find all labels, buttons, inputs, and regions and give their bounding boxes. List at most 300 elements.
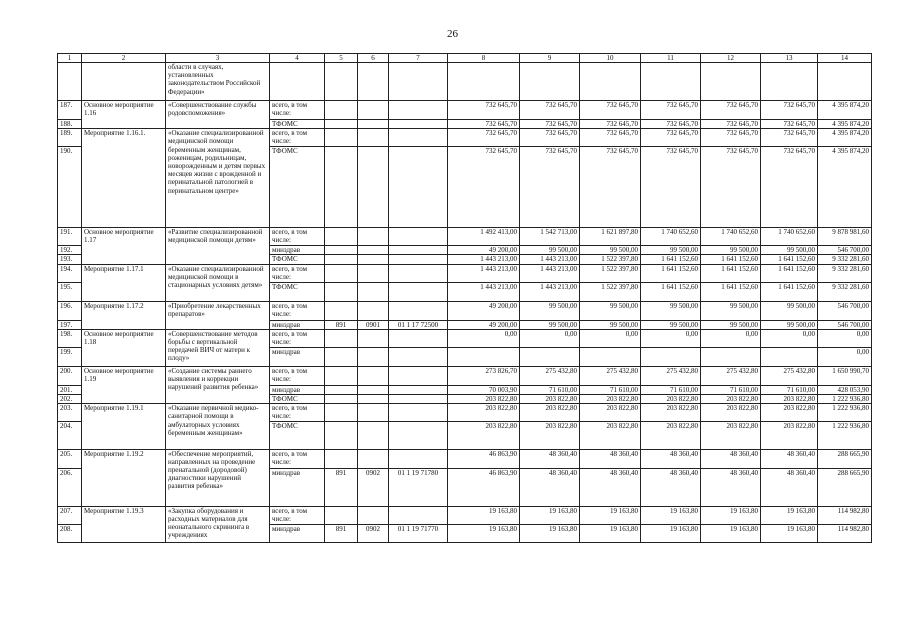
table-cell: 198. xyxy=(58,329,82,347)
table-cell: 1 641 152,60 xyxy=(701,282,761,301)
table-cell: 732 645,70 xyxy=(641,101,701,120)
table-cell: 203 822,80 xyxy=(520,395,580,404)
table-cell xyxy=(82,63,166,101)
table-cell: 203 822,80 xyxy=(641,404,701,421)
table-cell: 891 xyxy=(325,320,358,329)
table-cell: 1 443 213,00 xyxy=(448,264,520,282)
table-cell: 0,00 xyxy=(818,347,872,366)
table-cell xyxy=(358,347,389,366)
table-cell: ТФОМС xyxy=(270,147,325,228)
table-cell: 288 665,90 xyxy=(818,449,872,468)
table-cell: 1 641 152,60 xyxy=(641,255,701,264)
table-cell: 1 443 213,00 xyxy=(520,264,580,282)
table-cell: 99 500,00 xyxy=(641,320,701,329)
table-cell: 48 360,40 xyxy=(641,468,701,506)
table-row xyxy=(58,449,872,468)
table-cell: 205. xyxy=(58,449,82,468)
table-cell xyxy=(325,63,358,101)
table-cell: 4 395 874,20 xyxy=(818,101,872,120)
table-cell: 732 645,70 xyxy=(701,120,761,129)
table-cell: 732 645,70 xyxy=(641,147,701,228)
table-cell: 1 522 397,80 xyxy=(580,255,641,264)
table-cell: 19 163,80 xyxy=(701,524,761,542)
table-cell: 192. xyxy=(58,246,82,255)
table-cell xyxy=(358,129,389,147)
table-cell: 203 822,80 xyxy=(761,395,818,404)
table-cell: всего, в том числе: xyxy=(270,366,325,385)
table-cell: «Приобретение лекарственных препаратов» xyxy=(166,301,270,329)
table-cell: 188. xyxy=(58,120,82,129)
table-cell: 200. xyxy=(58,366,82,385)
table-cell xyxy=(389,421,448,449)
table-cell: области в случаях, установленных законодательством Российской Федерации» xyxy=(166,63,270,101)
table-cell: 49 200,00 xyxy=(448,301,520,320)
table-cell: минздрав xyxy=(270,468,325,506)
column-header: 9 xyxy=(520,54,580,63)
column-header: 14 xyxy=(818,54,872,63)
table-cell xyxy=(389,404,448,421)
table-cell xyxy=(325,404,358,421)
table-cell: ТФОМС xyxy=(270,395,325,404)
table-cell: 19 163,80 xyxy=(761,506,818,524)
table-cell: 203 822,80 xyxy=(641,395,701,404)
table-cell: 0,00 xyxy=(641,329,701,347)
table-cell: 275 432,80 xyxy=(641,366,701,385)
table-row xyxy=(58,301,872,320)
table-cell: «Оказание первичной медико-санитарной помощи в амбулаторных условиях беременным женщинам» xyxy=(166,404,270,449)
table-cell xyxy=(325,228,358,246)
table-cell xyxy=(389,347,448,366)
table-cell: всего, в том числе: xyxy=(270,264,325,282)
table-cell: 01 1 19 71770 xyxy=(389,524,448,542)
table-cell: 99 500,00 xyxy=(641,246,701,255)
table-cell: 1 641 152,60 xyxy=(701,255,761,264)
table-cell: 199. xyxy=(58,347,82,366)
table-cell: 99 500,00 xyxy=(761,301,818,320)
table-cell xyxy=(358,101,389,120)
table-cell: 1 222 936,80 xyxy=(818,421,872,449)
table-cell xyxy=(641,347,701,366)
table-cell: 1 443 213,00 xyxy=(520,282,580,301)
table-cell: 732 645,70 xyxy=(448,120,520,129)
table-cell: 207. xyxy=(58,506,82,524)
table-cell: 732 645,70 xyxy=(448,147,520,228)
table-row xyxy=(58,228,872,246)
table-cell xyxy=(448,347,520,366)
table-cell: 0,00 xyxy=(580,329,641,347)
column-header: 13 xyxy=(761,54,818,63)
table-cell: 201. xyxy=(58,385,82,394)
column-header: 6 xyxy=(358,54,389,63)
table-cell: 114 982,80 xyxy=(818,506,872,524)
table-cell: «Обеспечение мероприятий, направленных на проведение пренатальной (дородовой) диагностики нарушений развития ребенка» xyxy=(166,449,270,506)
table-cell: 203 822,80 xyxy=(641,421,701,449)
table-cell: Мероприятие 1.17.2 xyxy=(82,301,166,329)
table-cell: 9 332 281,60 xyxy=(818,264,872,282)
table-cell xyxy=(389,101,448,120)
table-cell: 732 645,70 xyxy=(761,120,818,129)
table-cell: 71 610,00 xyxy=(520,385,580,394)
table-cell: 732 645,70 xyxy=(448,101,520,120)
table-cell xyxy=(58,63,82,101)
table-cell xyxy=(325,264,358,282)
table-cell xyxy=(358,264,389,282)
table-cell: «Создание системы раннего выявления и коррекции нарушений развития ребенка» xyxy=(166,366,270,403)
table-row xyxy=(58,129,872,147)
column-header: 8 xyxy=(448,54,520,63)
table-cell: Мероприятие 1.19.3 xyxy=(82,506,166,542)
table-cell xyxy=(325,347,358,366)
table-cell: 546 700,00 xyxy=(818,301,872,320)
table-cell: 19 163,80 xyxy=(520,506,580,524)
table-cell: Мероприятие 1.17.1 xyxy=(82,264,166,301)
table-cell: 732 645,70 xyxy=(641,120,701,129)
table-cell xyxy=(580,63,641,101)
table-cell: 01 1 19 71780 xyxy=(389,468,448,506)
table-cell: 19 163,80 xyxy=(520,524,580,542)
table-cell xyxy=(358,385,389,394)
table-cell: 01 1 17 72500 xyxy=(389,320,448,329)
table-cell: 732 645,70 xyxy=(448,129,520,147)
table-cell: 203. xyxy=(58,404,82,421)
table-cell: 732 645,70 xyxy=(641,129,701,147)
table-cell: 19 163,80 xyxy=(641,506,701,524)
table-cell: Основное мероприятие 1.18 xyxy=(82,329,166,366)
table-cell: 1 641 152,60 xyxy=(641,282,701,301)
table-cell xyxy=(389,506,448,524)
table-cell xyxy=(325,129,358,147)
table-cell: 194. xyxy=(58,264,82,282)
table-cell: Основное мероприятие 1.16 xyxy=(82,101,166,129)
table-cell: ТФОМС xyxy=(270,255,325,264)
column-header: 2 xyxy=(82,54,166,63)
table-cell: 1 443 213,00 xyxy=(448,282,520,301)
table-cell: 275 432,80 xyxy=(580,366,641,385)
table-cell: минздрав xyxy=(270,524,325,542)
table-cell xyxy=(389,255,448,264)
table-cell: 0,00 xyxy=(520,329,580,347)
table-cell: всего, в том числе: xyxy=(270,449,325,468)
table-cell: 732 645,70 xyxy=(520,147,580,228)
table-cell: 732 645,70 xyxy=(580,120,641,129)
table-cell xyxy=(358,120,389,129)
table-cell xyxy=(761,347,818,366)
table-cell: 48 360,40 xyxy=(701,449,761,468)
table-cell: всего, в том числе: xyxy=(270,404,325,421)
table-cell: 732 645,70 xyxy=(761,101,818,120)
table-cell: 187. xyxy=(58,101,82,120)
table-cell: 1 740 652,60 xyxy=(701,228,761,246)
table-cell xyxy=(358,301,389,320)
table-cell: 99 500,00 xyxy=(580,320,641,329)
table-cell: 99 500,00 xyxy=(641,301,701,320)
table-cell: 732 645,70 xyxy=(580,129,641,147)
table-cell: 1 222 936,80 xyxy=(818,404,872,421)
table-cell xyxy=(358,366,389,385)
table-cell: 9 332 281,60 xyxy=(818,282,872,301)
table-cell: 46 863,90 xyxy=(448,468,520,506)
table-cell: 275 432,80 xyxy=(520,366,580,385)
table-row xyxy=(58,329,872,347)
table-cell xyxy=(389,329,448,347)
table-cell xyxy=(325,246,358,255)
column-header: 7 xyxy=(389,54,448,63)
table-cell: 48 360,40 xyxy=(520,449,580,468)
table-row xyxy=(58,366,872,385)
table-cell: 203 822,80 xyxy=(580,421,641,449)
column-header: 12 xyxy=(701,54,761,63)
table-cell: 732 645,70 xyxy=(580,101,641,120)
column-header: 4 xyxy=(270,54,325,63)
column-header: 10 xyxy=(580,54,641,63)
table-cell xyxy=(358,404,389,421)
table-cell: ТФОМС xyxy=(270,282,325,301)
table-cell: 99 500,00 xyxy=(580,301,641,320)
table-cell xyxy=(325,421,358,449)
table-cell: 99 500,00 xyxy=(580,246,641,255)
table-cell xyxy=(325,385,358,394)
table-cell: 203 822,80 xyxy=(448,421,520,449)
table-cell: 1 492 413,00 xyxy=(448,228,520,246)
table-cell xyxy=(641,63,701,101)
table-cell: 48 360,40 xyxy=(761,468,818,506)
table-cell: 203 822,80 xyxy=(701,421,761,449)
table-cell: всего, в том числе: xyxy=(270,228,325,246)
table-cell: 99 500,00 xyxy=(701,301,761,320)
table-cell: 0902 xyxy=(358,468,389,506)
table-cell: 49 200,00 xyxy=(448,320,520,329)
table-cell xyxy=(358,329,389,347)
table-cell xyxy=(448,63,520,101)
table-cell: Мероприятие 1.19.2 xyxy=(82,449,166,506)
table-cell: 0,00 xyxy=(818,329,872,347)
table-cell: 732 645,70 xyxy=(580,147,641,228)
table-cell: ТФОМС xyxy=(270,421,325,449)
table-cell: всего, в том числе: xyxy=(270,129,325,147)
table-cell: Основное мероприятие 1.19 xyxy=(82,366,166,403)
table-cell: 206. xyxy=(58,468,82,506)
table-cell: «Оказание специализированной медицинской помощи в стационарных условиях детям» xyxy=(166,264,270,301)
table-cell xyxy=(325,449,358,468)
table-cell: 204. xyxy=(58,421,82,449)
table-cell xyxy=(520,63,580,101)
table-cell: 19 163,80 xyxy=(448,506,520,524)
table-cell: 732 645,70 xyxy=(520,120,580,129)
table-cell: 1 641 152,60 xyxy=(761,282,818,301)
table-cell xyxy=(389,366,448,385)
table-cell: 46 863,90 xyxy=(448,449,520,468)
table-cell: 70 003,90 xyxy=(448,385,520,394)
table-cell: 1 641 152,60 xyxy=(761,264,818,282)
table-cell: 48 360,40 xyxy=(761,449,818,468)
table-cell xyxy=(358,246,389,255)
table-cell: 1 443 213,00 xyxy=(448,255,520,264)
table-cell: 4 395 874,20 xyxy=(818,129,872,147)
table-cell: минздрав xyxy=(270,385,325,394)
table-cell xyxy=(389,395,448,404)
table-cell: 71 610,00 xyxy=(580,385,641,394)
table-cell: 732 645,70 xyxy=(520,129,580,147)
table-cell: 1 650 990,70 xyxy=(818,366,872,385)
table-cell: 428 053,90 xyxy=(818,385,872,394)
table-cell xyxy=(325,395,358,404)
table-cell xyxy=(761,63,818,101)
table-cell: 1 222 936,80 xyxy=(818,395,872,404)
table-cell: 99 500,00 xyxy=(701,246,761,255)
table-cell: «Развитие специализированной медицинской помощи детям» xyxy=(166,228,270,264)
table-cell: ТФОМС xyxy=(270,120,325,129)
table-cell: 48 360,40 xyxy=(641,449,701,468)
table-cell: 275 432,80 xyxy=(701,366,761,385)
table-cell xyxy=(389,264,448,282)
table-cell xyxy=(389,228,448,246)
table-cell: 203 822,80 xyxy=(701,395,761,404)
table-cell xyxy=(389,120,448,129)
table-cell xyxy=(520,347,580,366)
table-cell: 19 163,80 xyxy=(580,524,641,542)
table-cell xyxy=(358,282,389,301)
table-row xyxy=(58,63,872,101)
table-cell: Мероприятие 1.16.1. xyxy=(82,129,166,228)
table-cell xyxy=(325,282,358,301)
table-cell: 99 500,00 xyxy=(761,320,818,329)
table-cell: 48 360,40 xyxy=(701,468,761,506)
table-cell: 99 500,00 xyxy=(761,246,818,255)
page-number: 26 xyxy=(447,28,458,40)
table-cell: 0,00 xyxy=(701,329,761,347)
column-header: 3 xyxy=(166,54,270,63)
table-row xyxy=(58,101,872,120)
table-cell: «Совершенствование службы родовспоможения» xyxy=(166,101,270,129)
table-cell: 1 641 152,60 xyxy=(641,264,701,282)
table-cell xyxy=(358,506,389,524)
column-header: 1 xyxy=(58,54,82,63)
table-cell: 202. xyxy=(58,395,82,404)
table-cell xyxy=(580,347,641,366)
table-cell xyxy=(701,347,761,366)
table-cell: 19 163,80 xyxy=(701,506,761,524)
table-cell: 732 645,70 xyxy=(761,147,818,228)
table-cell: 732 645,70 xyxy=(761,129,818,147)
table-cell: 1 621 897,80 xyxy=(580,228,641,246)
table-cell: всего, в том числе: xyxy=(270,101,325,120)
table-cell: 9 878 981,60 xyxy=(818,228,872,246)
table-cell: 288 665,90 xyxy=(818,468,872,506)
table-cell: 9 332 281,60 xyxy=(818,255,872,264)
table-cell xyxy=(325,506,358,524)
table-cell: 203 822,80 xyxy=(580,404,641,421)
table-cell: 99 500,00 xyxy=(701,320,761,329)
table-cell: 275 432,80 xyxy=(761,366,818,385)
table-cell: 195. xyxy=(58,282,82,301)
table-cell xyxy=(389,129,448,147)
table-cell xyxy=(325,101,358,120)
table-cell: 48 360,40 xyxy=(580,468,641,506)
table-cell xyxy=(358,147,389,228)
table-cell: 99 500,00 xyxy=(520,246,580,255)
table-cell: 1 641 152,60 xyxy=(701,264,761,282)
table-cell: 0901 xyxy=(358,320,389,329)
table-cell xyxy=(389,385,448,394)
table-cell xyxy=(358,228,389,246)
table-cell xyxy=(358,255,389,264)
table-cell: 1 522 397,80 xyxy=(580,282,641,301)
table-cell xyxy=(389,63,448,101)
table-cell: 1 522 397,80 xyxy=(580,264,641,282)
table-cell: 19 163,80 xyxy=(641,524,701,542)
table-cell: 203 822,80 xyxy=(761,421,818,449)
table-cell: 732 645,70 xyxy=(701,101,761,120)
table-cell: 4 395 874,20 xyxy=(818,147,872,228)
table-cell: 1 641 152,60 xyxy=(761,255,818,264)
table-cell: минздрав xyxy=(270,320,325,329)
table-cell: минздрав xyxy=(270,347,325,366)
table-cell: «Совершенствование методов борьбы с вертикальной передачей ВИЧ от матери к плоду» xyxy=(166,329,270,366)
table-cell xyxy=(358,395,389,404)
table-row xyxy=(58,506,872,524)
table-cell: 203 822,80 xyxy=(520,404,580,421)
table-cell xyxy=(325,329,358,347)
table-cell: 0902 xyxy=(358,524,389,542)
table-cell: Основное мероприятие 1.17 xyxy=(82,228,166,264)
column-header: 11 xyxy=(641,54,701,63)
table-cell: 19 163,80 xyxy=(761,524,818,542)
table-cell xyxy=(358,63,389,101)
table-cell: 891 xyxy=(325,468,358,506)
table-cell: 4 395 874,20 xyxy=(818,120,872,129)
budget-table xyxy=(57,53,872,543)
table-cell: 732 645,70 xyxy=(701,147,761,228)
table-cell: «Оказание специализированной медицинской помощи беременным женщинам, роженицам, родильницам, новорожденным и детям первых месяцев жизни с врожденной и перинатальной патологией в перинатальном центре» xyxy=(166,129,270,228)
table-cell: 273 826,70 xyxy=(448,366,520,385)
table-cell xyxy=(270,63,325,101)
table-cell: 203 822,80 xyxy=(448,395,520,404)
table-cell: 71 610,00 xyxy=(761,385,818,394)
table-cell: 732 645,70 xyxy=(701,129,761,147)
table-cell: 891 xyxy=(325,524,358,542)
table-cell: 0,00 xyxy=(448,329,520,347)
table-cell: всего, в том числе: xyxy=(270,506,325,524)
table-cell: 99 500,00 xyxy=(520,301,580,320)
table-cell: 71 610,00 xyxy=(701,385,761,394)
table-cell: 1 740 652,60 xyxy=(641,228,701,246)
table-cell: 19 163,80 xyxy=(580,506,641,524)
table-cell xyxy=(358,421,389,449)
table-cell: минздрав xyxy=(270,246,325,255)
table-cell xyxy=(325,366,358,385)
column-header: 5 xyxy=(325,54,358,63)
table-cell: 203 822,80 xyxy=(761,404,818,421)
table-cell: 48 360,40 xyxy=(520,468,580,506)
table-cell: 190. xyxy=(58,147,82,228)
table-cell xyxy=(818,63,872,101)
table-cell: «Закупка оборудования и расходных материалов для неонатального скрининга в учреждениях xyxy=(166,506,270,542)
table-cell: 193. xyxy=(58,255,82,264)
table-cell xyxy=(325,147,358,228)
table-cell: 0,00 xyxy=(761,329,818,347)
table-cell: Мероприятие 1.19.1 xyxy=(82,404,166,449)
table-cell xyxy=(389,282,448,301)
table-cell xyxy=(389,246,448,255)
table-cell: 71 610,00 xyxy=(641,385,701,394)
table-cell: 191. xyxy=(58,228,82,246)
table-cell: 99 500,00 xyxy=(520,320,580,329)
table-cell xyxy=(325,255,358,264)
header-row xyxy=(58,54,872,63)
table-cell: 546 700,00 xyxy=(818,246,872,255)
table-cell: 114 982,80 xyxy=(818,524,872,542)
table-cell: 203 822,80 xyxy=(448,404,520,421)
